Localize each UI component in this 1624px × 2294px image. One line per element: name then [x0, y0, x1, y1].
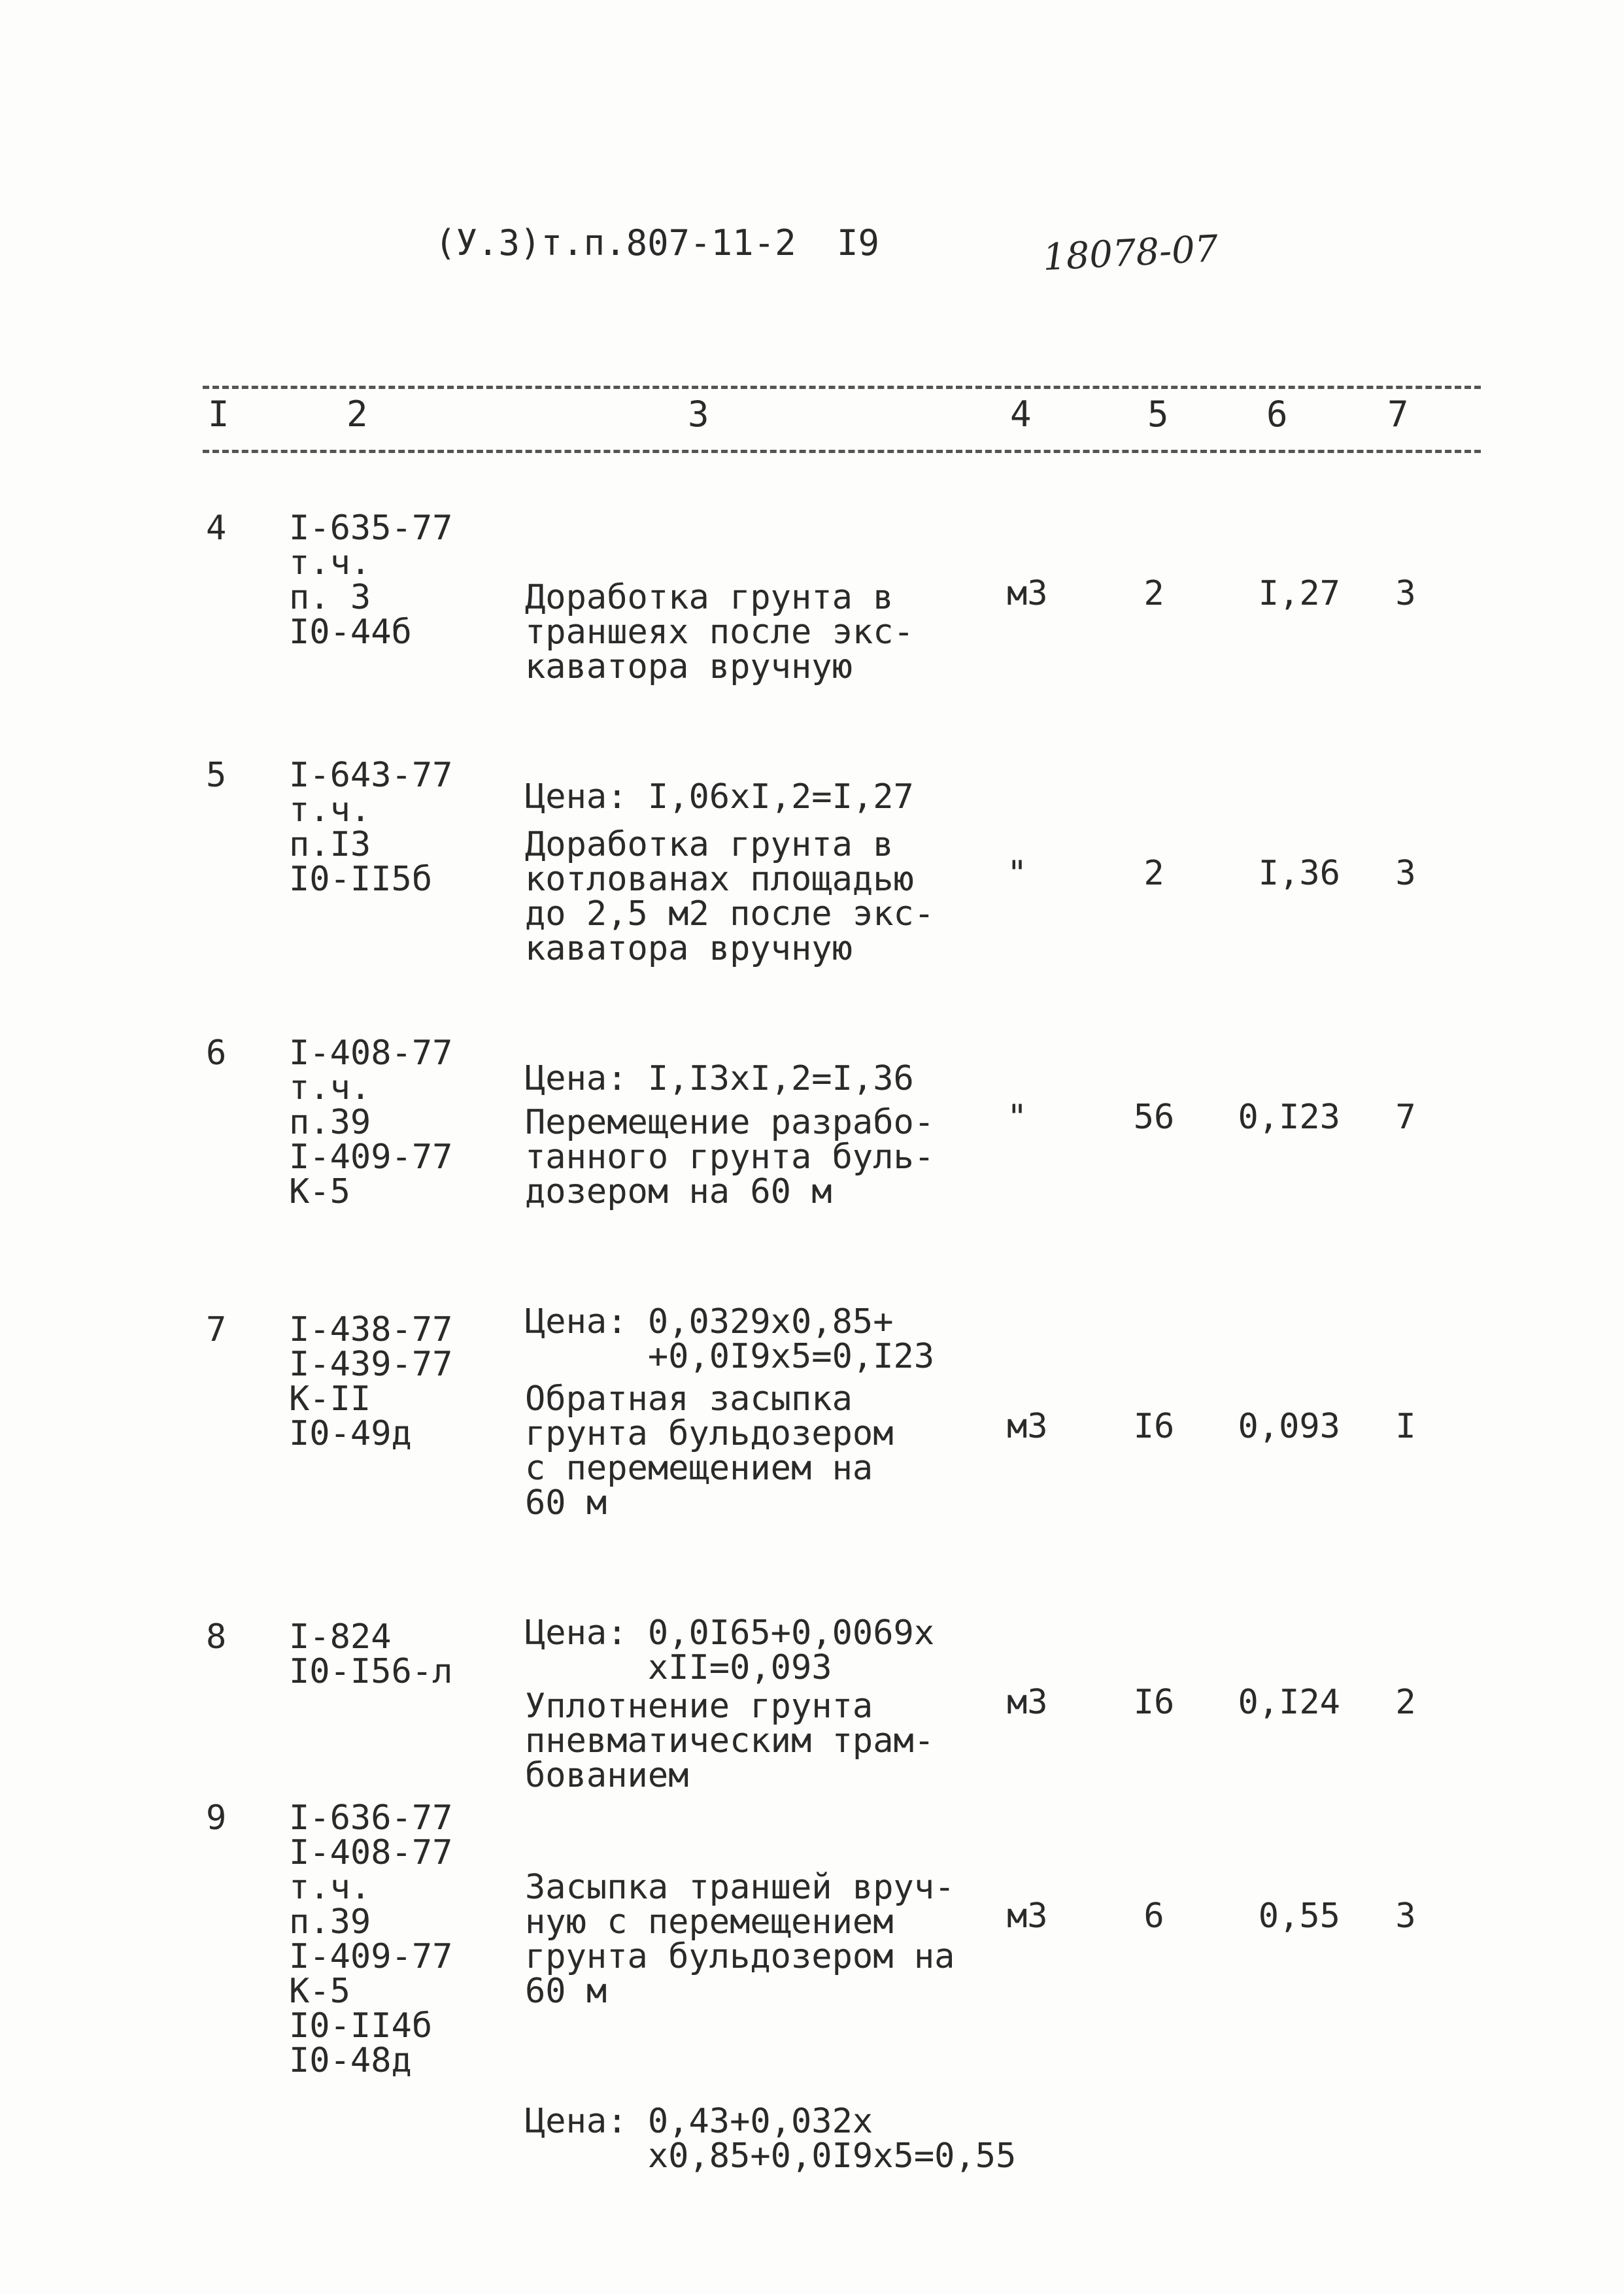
row-rate: 0,093 — [1238, 1407, 1340, 1446]
row-quantity: I6 — [1133, 1407, 1175, 1446]
col-number-5: 5 — [1147, 394, 1169, 435]
table-header-rule — [203, 450, 1481, 453]
row-last-value: 7 — [1395, 1098, 1416, 1137]
col-number-3: 3 — [688, 394, 709, 435]
row-reference: I-636-77 I-408-77 т.ч. п.39 I-409-77 К-5 I0-II4б I0-48д — [289, 1798, 453, 2081]
row-number: 8 — [206, 1617, 227, 1657]
row-number: 7 — [206, 1310, 227, 1349]
col-number-2: 2 — [347, 394, 368, 435]
description-text: Засыпка траншей вруч- ную с перемещением грунта бульдозером на 60 м — [525, 1868, 955, 2012]
price-formula: Цена: 0,43+0,032x x0,85+0,0I9x5=0,55 — [525, 2102, 1017, 2176]
row-unit: м3 — [1007, 1407, 1048, 1446]
table-top-rule — [203, 386, 1481, 389]
row-unit: " — [1007, 854, 1028, 893]
col-number-7: 7 — [1387, 394, 1409, 435]
price-formula: Цена: I,I3xI,2=I,36 — [525, 1059, 914, 1099]
row-rate: I,27 — [1258, 574, 1340, 613]
row-number: 4 — [206, 509, 227, 548]
price-formula: Цена: 0,0I65+0,0069x xII=0,093 — [525, 1613, 935, 1688]
description-text: Доработка грунта в траншеях после экс- каватора вручную — [525, 578, 914, 687]
col-number-6: 6 — [1266, 394, 1288, 435]
row-last-value: I — [1395, 1407, 1416, 1446]
row-unit: " — [1007, 1098, 1028, 1137]
row-number: 9 — [206, 1798, 227, 1838]
page-number: I9 — [837, 222, 880, 263]
price-formula: Цена: I,06xI,2=I,27 — [525, 777, 914, 817]
description-text: Обратная засыпка грунта бульдозером с перемещением на 60 м — [525, 1379, 894, 1523]
description-text: Перемещение разрабо- танного грунта буль- дозером на 60 м — [525, 1103, 935, 1212]
row-last-value: 2 — [1395, 1683, 1416, 1722]
description-text: Уплотнение грунта пневматическим трам- бованием — [525, 1687, 935, 1796]
price-formula: Цена: 0,0329x0,85+ +0,0I9x5=0,I23 — [525, 1302, 935, 1377]
col-number-1: I — [208, 394, 229, 435]
row-rate: I,36 — [1258, 854, 1340, 893]
document-code: (У.3)т.п.807-11-2 — [435, 222, 796, 263]
handwritten-number: 18078-07 — [1041, 228, 1219, 279]
row-unit: м3 — [1007, 1683, 1048, 1722]
row-unit: м3 — [1007, 574, 1048, 613]
row-reference: I-643-77 т.ч. п.I3 I0-II5б — [289, 756, 453, 900]
row-rate: 0,I23 — [1238, 1098, 1340, 1137]
row-rate: 0,I24 — [1238, 1683, 1340, 1722]
row-last-value: 3 — [1395, 854, 1416, 893]
row-reference: I-635-77 т.ч. п. 3 I0-44б — [289, 509, 453, 652]
col-number-4: 4 — [1010, 394, 1032, 435]
row-quantity: I6 — [1133, 1683, 1175, 1722]
column-number-row — [0, 394, 1624, 439]
row-description — [525, 1801, 1016, 2243]
row-quantity: 56 — [1133, 1098, 1175, 1137]
row-rate: 0,55 — [1258, 1897, 1340, 1936]
row-number: 6 — [206, 1034, 227, 1073]
row-reference: I-438-77 I-439-77 К-II I0-49д — [289, 1310, 453, 1454]
row-quantity: 6 — [1143, 1897, 1164, 1936]
row-number: 5 — [206, 756, 227, 795]
row-quantity: 2 — [1143, 854, 1164, 893]
row-reference: I-824 I0-I56-л — [289, 1617, 453, 1692]
row-last-value: 3 — [1395, 574, 1416, 613]
description-text: Доработка грунта в котлованах площадью до 2,5 м2 после экс- каватора вручную — [525, 825, 935, 969]
row-quantity: 2 — [1143, 574, 1164, 613]
row-reference: I-408-77 т.ч. п.39 I-409-77 К-5 — [289, 1034, 453, 1212]
row-last-value: 3 — [1395, 1897, 1416, 1936]
row-unit: м3 — [1007, 1897, 1048, 1936]
